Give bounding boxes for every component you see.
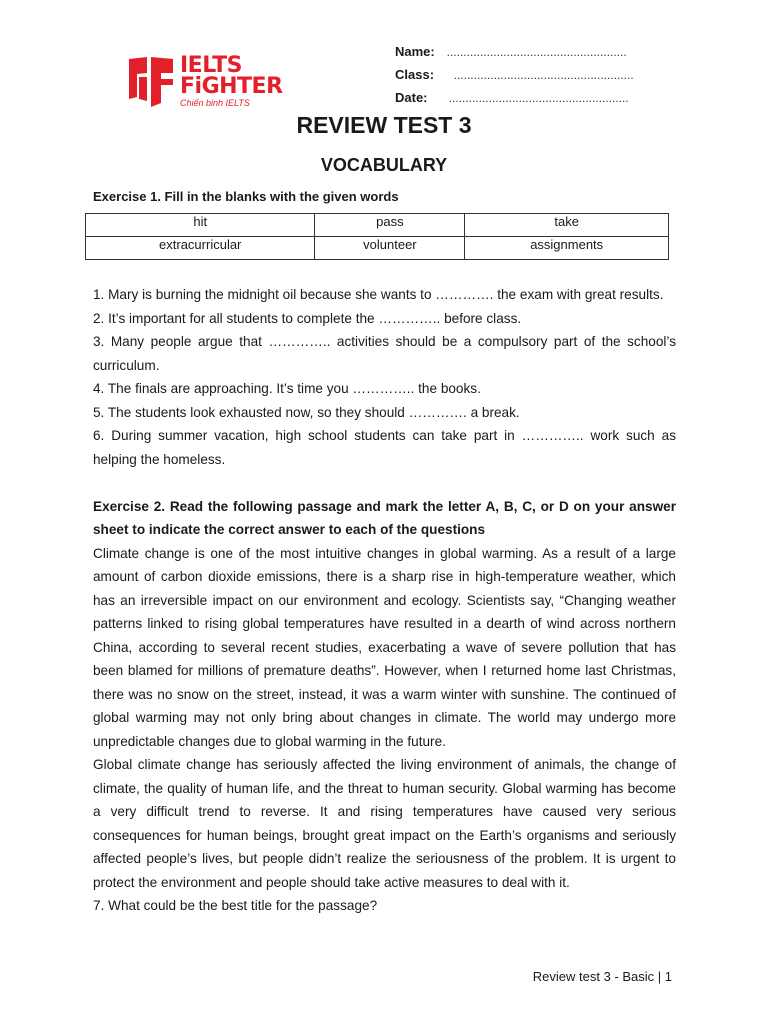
passage-paragraph-2: Global climate change has seriously affected the living environment of animals, the change of climate, the quality of human life, and the threat to human security. Global warming has become a very difficult trend to reverse. It and rising temperatures have caused very serious consequences for human beings, brought great impact on the Earth’s organisms and seriously affected people’s lives, but people didn’t realize the seriousness of the problem. It is urgent to protect the environment and people should take active measures to deal with it. bbox=[93, 757, 676, 890]
question-6: 6. During summer vacation, high school students can take part in ………….. work such as helping the homeless. bbox=[93, 428, 676, 467]
student-info-fields bbox=[395, 43, 634, 112]
class-label: Class: bbox=[395, 67, 435, 82]
logo-line2: FiGHTER bbox=[180, 74, 283, 99]
question-5: 5. The students look exhausted now, so they should …………. a break. bbox=[93, 404, 520, 420]
passage-paragraph-1: Climate change is one of the most intuitive changes in global warming. As a result of a large amount of carbon dioxide emissions, there is a sharp rise in high-temperature weather, which has an irreversible impact on our environment and ecology. Scientists say, “Changing weather patterns linked to rising global temperatures have resulted in a dearth of wind across northern China, according to several recent studies, exacerbating a wave of severe pollution that has been blamed for millions of premature deaths”. However, when I returned home last Christmas, there was no snow on the street, instead, it was a warm winter with sunshine. The continued of global warming may not only bring about changes in climate. The world may undergo more unpredictable changes due to global warming in the future. bbox=[93, 545, 676, 749]
logo-line1: IELTS bbox=[180, 53, 242, 78]
word-cell: extracurricular bbox=[86, 237, 315, 260]
word-bank-table bbox=[85, 213, 669, 260]
page-footer: Review test 3 - Basic | 1 bbox=[532, 969, 672, 984]
exercise2-heading: Exercise 2. Read the following passage and mark the letter A, B, C, or D on your answer sheet to indicate the correct answer to each of the questions bbox=[93, 498, 676, 537]
class-blank[interactable]: ...................................................... bbox=[453, 68, 634, 82]
question-7: 7. What could be the best title for the passage? bbox=[93, 898, 378, 913]
class-field[interactable] bbox=[395, 66, 634, 89]
word-cell: assignments bbox=[465, 237, 669, 260]
page-title: REVIEW TEST 3 bbox=[296, 112, 472, 138]
logo-emblem-icon bbox=[127, 55, 175, 107]
question-1: 1. Mary is burning the midnight oil because she wants to …………. the exam with great results. bbox=[93, 287, 664, 302]
ielts-fighter-logo bbox=[127, 55, 287, 109]
exercise1-heading: Exercise 1. Fill in the blanks with the given words bbox=[93, 189, 399, 204]
table-row bbox=[86, 214, 669, 237]
date-blank[interactable]: ...................................................... bbox=[448, 91, 629, 105]
document-body bbox=[93, 283, 676, 918]
word-cell: take bbox=[465, 214, 669, 237]
name-field[interactable] bbox=[395, 43, 634, 66]
spacer bbox=[93, 471, 676, 495]
question-4: 4. The finals are approaching. It’s time you ………….. the books. bbox=[93, 381, 481, 396]
question-2: 2. It’s important for all students to complete the ………….. before class. bbox=[93, 310, 522, 326]
name-blank[interactable]: ...................................................... bbox=[446, 45, 627, 59]
word-cell: hit bbox=[86, 214, 315, 237]
name-label: Name: bbox=[395, 44, 435, 59]
logo-tagline: Chiến binh IELTS bbox=[180, 98, 250, 108]
question-3: 3. Many people argue that ………….. activities should be a compulsory part of the school’s curriculum. bbox=[93, 334, 676, 373]
section-title: VOCABULARY bbox=[320, 155, 448, 175]
date-field[interactable] bbox=[395, 89, 634, 112]
word-cell: pass bbox=[315, 214, 465, 237]
word-cell: volunteer bbox=[315, 237, 465, 260]
table-row bbox=[86, 237, 669, 260]
date-label: Date: bbox=[395, 90, 428, 105]
